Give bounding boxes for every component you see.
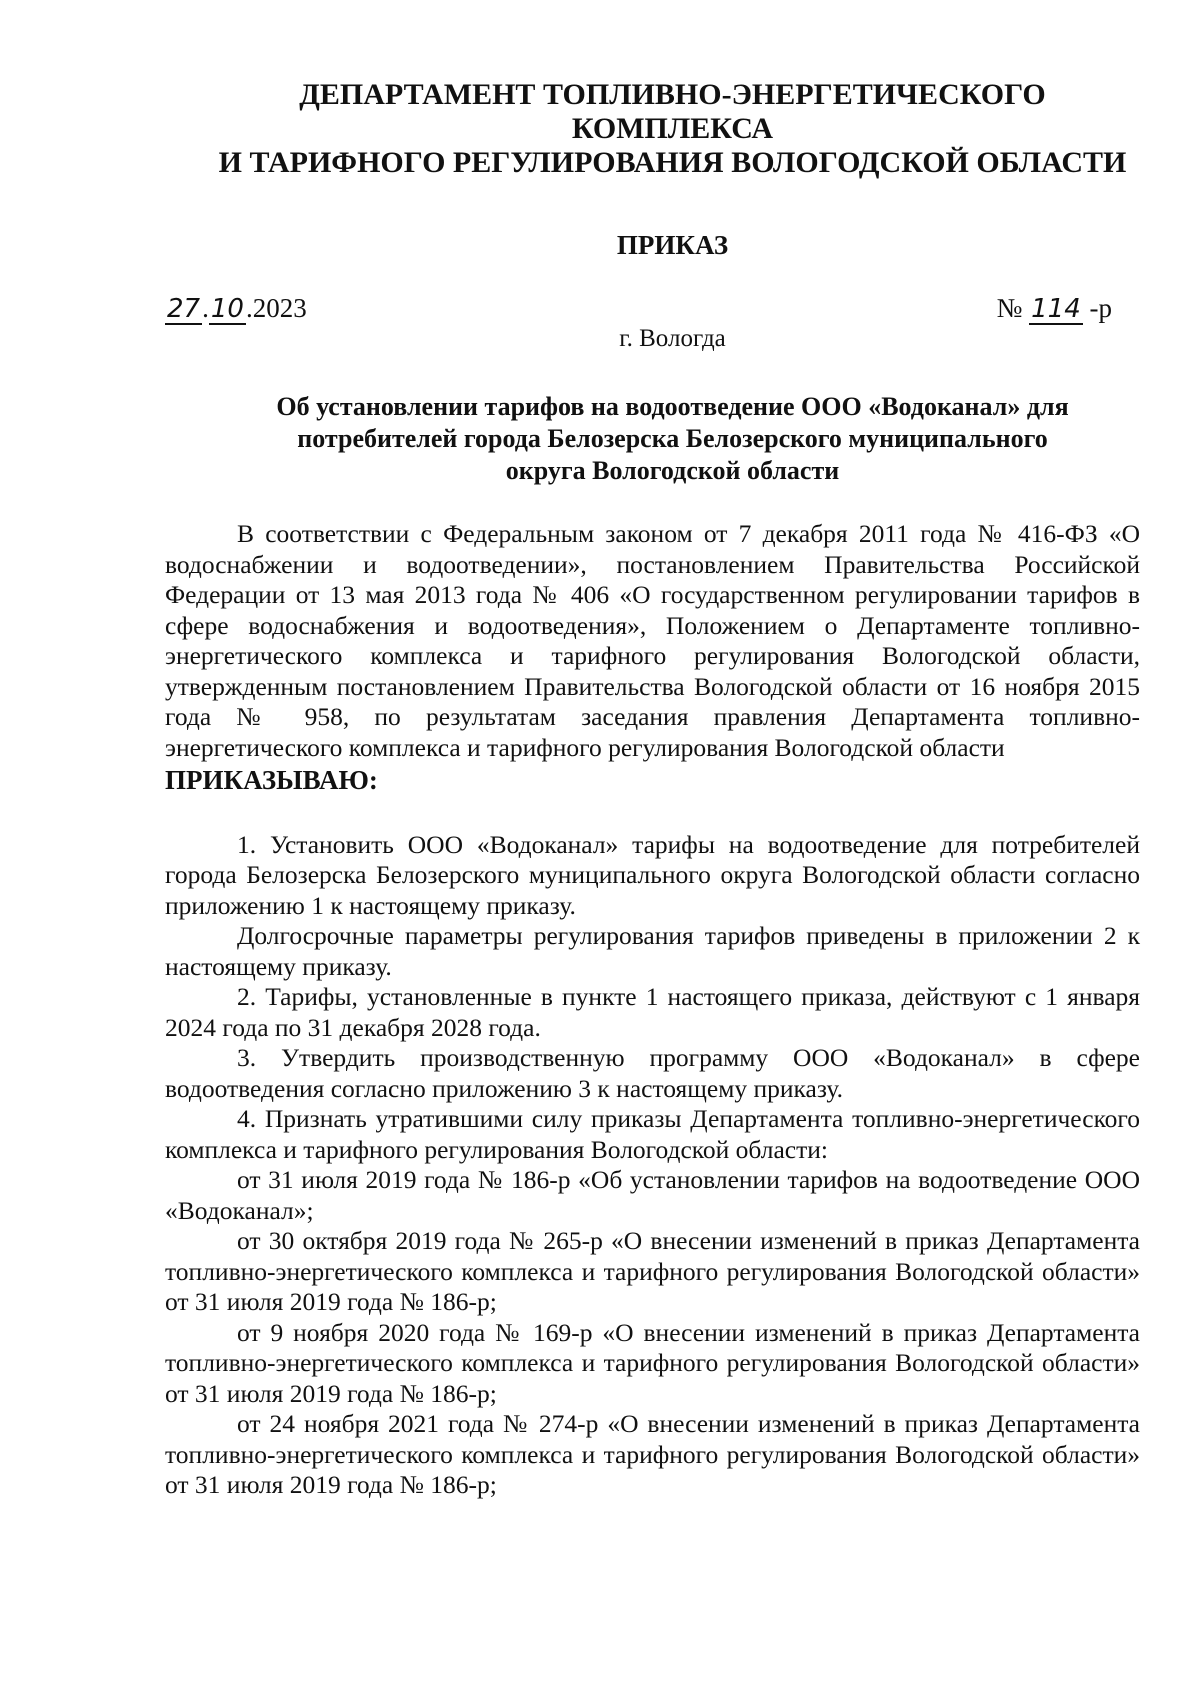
number-suffix: -р [1089, 293, 1112, 323]
order-item: от 31 июля 2019 года № 186-р «Об установлении тарифов на водоотведение ООО «Водоканал»; [165, 1165, 1140, 1225]
order-item: от 30 октября 2019 года № 265-р «О внесении изменений в приказ Департамента топливно-энергетического комплекса и тарифного регулирования Вологодской области» от 31 июля 2019 года № 186-р; [165, 1226, 1140, 1316]
order-number [997, 293, 1112, 325]
preamble-paragraph: В соответствии с Федеральным законом от 7 декабря 2011 года № 416-ФЗ «О водоснабжении и водоотведении», постановлением Правительства Российской Федерации от 13 мая 2013 года № 406 «О государственном регулировании тарифов в сфере водоснабжения и водоотведения», Положением о Департаменте топливно-энергетического комплекса и тарифного регулирования Вологодской области, утвержденным постановлением Правительства Вологодской области от 16 ноября 2015 года № 958, по результатам заседания правления Департамента топливно-энергетического комплекса и тарифного регулирования Вологодской области [165, 519, 1140, 762]
order-items [165, 830, 1140, 1501]
order-directive: ПРИКАЗЫВАЮ: [165, 765, 378, 795]
order-title: ПРИКАЗ [616, 230, 729, 260]
document-body [165, 519, 1140, 1501]
order-item: 1. Установить ООО «Водоканал» тарифы на водоотведение для потребителей города Белозерска Белозерского муниципального округа Вологодской области согласно приложению 1 к настоящему приказу. [165, 829, 1140, 920]
order-item: от 9 ноября 2020 года № 169-р «О внесении изменений в приказ Департамента топливно-энергетического комплекса и тарифного регулирования Вологодской области» от 31 июля 2019 года № 186-р; [165, 1317, 1140, 1408]
order-date [165, 293, 307, 325]
order-item: от 24 ноября 2021 года № 274-р «О внесении изменений в приказ Департамента топливно-энергетического комплекса и тарифного регулирования Вологодской области» от 31 июля 2019 года № 186-р; [165, 1409, 1140, 1499]
order-item: 2. Тарифы, установленные в пункте 1 настоящего приказа, действуют с 1 января 2024 года по 31 декабря 2028 года. [165, 982, 1140, 1042]
document-page [165, 78, 1140, 1501]
subject-line-1: Об установлении тарифов на водоотведение ООО «Водоканал» для [276, 392, 1069, 421]
date-number-row [165, 293, 1140, 333]
subject-line-3: округа Вологодской области [505, 456, 840, 485]
subject-line-2: потребителей города Белозерска Белозерского муниципального [297, 424, 1048, 453]
date-day: 27 [167, 294, 201, 324]
number-value: 114 [1031, 294, 1081, 324]
department-header [205, 78, 1140, 180]
number-prefix: № [996, 293, 1023, 323]
order-subject [205, 391, 1140, 487]
order-item: 3. Утвердить производственную программу ООО «Водоканал» в сфере водоотведения согласно приложению 3 к настоящему приказу. [165, 1043, 1140, 1103]
header-line-2: И ТАРИФНОГО РЕГУЛИРОВАНИЯ ВОЛОГОДСКОЙ ОБЛАСТИ [218, 146, 1127, 179]
order-item: Долгосрочные параметры регулирования тарифов приведены в приложении 2 к настоящему приказу. [165, 921, 1140, 981]
city-name: г. Вологда [619, 325, 726, 352]
order-item: 4. Признать утратившими силу приказы Департамента топливно-энергетического комплекса и тарифного регулирования Вологодской области: [165, 1104, 1140, 1164]
date-separator: . [202, 293, 209, 323]
date-year: .2023 [245, 293, 307, 323]
date-month: 10 [210, 294, 244, 324]
header-line-1: ДЕПАРТАМЕНТ ТОПЛИВНО-ЭНЕРГЕТИЧЕСКОГО КОМПЛЕКСА [299, 78, 1046, 145]
